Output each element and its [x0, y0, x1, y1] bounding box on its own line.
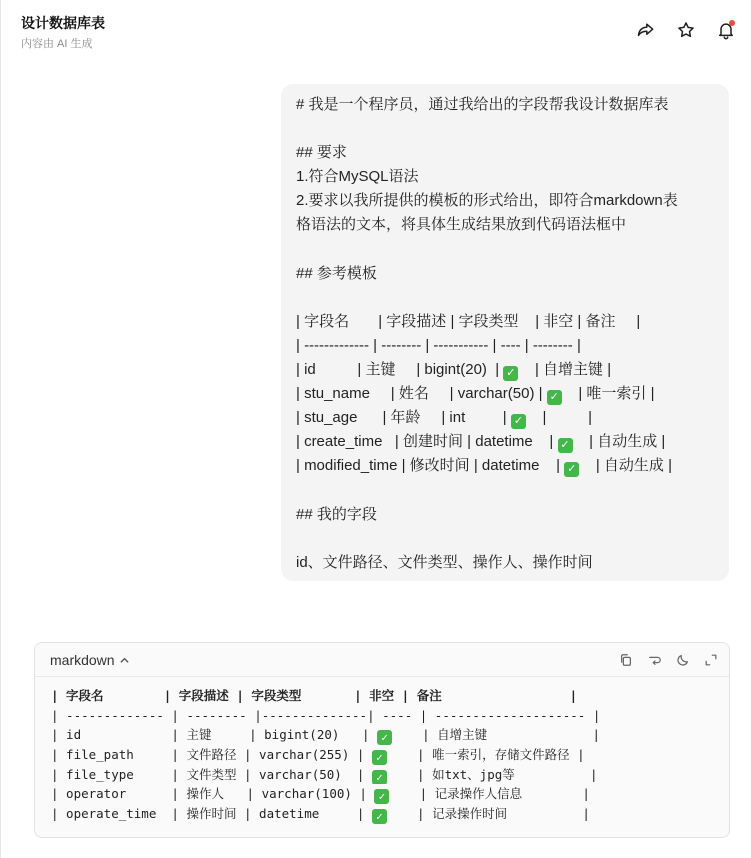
- wrap-icon: [648, 653, 662, 667]
- expand-button[interactable]: [703, 652, 719, 668]
- check-mark-icon: ✓: [503, 366, 518, 381]
- message-line: ## 参考模板: [296, 264, 377, 282]
- check-mark-icon: ✓: [374, 789, 389, 804]
- user-message-bubble: [281, 84, 729, 581]
- message-line: | modified_time | 修改时间 | datetime | ✓ | 自动生成 |: [296, 457, 672, 476]
- left-border: [0, 0, 1, 858]
- expand-icon: [704, 653, 718, 667]
- check-mark-icon: ✓: [547, 390, 562, 405]
- code-line: | operator | 操作人 | varchar(100) | ✓ | 记录操作人信息 |: [51, 786, 590, 804]
- check-mark-icon: ✓: [372, 809, 387, 824]
- code-line: | file_type | 文件类型 | varchar(50) | ✓ | 如txt、jpg等 |: [51, 766, 598, 784]
- star-icon: [676, 20, 696, 40]
- message-line: ## 要求: [296, 144, 347, 162]
- code-block: [34, 642, 730, 838]
- message-line: [296, 286, 714, 310]
- message-line: [296, 479, 714, 503]
- check-mark-icon: ✓: [558, 438, 573, 453]
- message-line: ## 我的字段: [296, 505, 377, 523]
- share-icon: [636, 20, 656, 40]
- message-line: | create_time | 创建时间 | datetime | ✓ | 自动生成 |: [296, 433, 666, 452]
- message-line: 1.符合MySQL语法: [296, 168, 419, 186]
- notification-dot: [729, 20, 735, 26]
- message-line: id、文件路径、文件类型、操作人、操作时间: [296, 553, 593, 571]
- message-line: [296, 527, 714, 551]
- message-line: [296, 238, 714, 262]
- language-toggle[interactable]: [50, 652, 130, 668]
- code-block-header: [35, 643, 729, 677]
- copy-icon: [619, 653, 633, 667]
- message-line: | id | 主键 | bigint(20) | ✓ | 自增主键 |: [296, 361, 612, 380]
- message-line: | ------------- | -------- | ----------- | ---- | -------- |: [296, 336, 581, 354]
- moon-icon: [676, 653, 690, 667]
- check-mark-icon: ✓: [511, 414, 526, 429]
- message-line: | stu_age | 年龄 | int | ✓ | |: [296, 409, 592, 428]
- chevron-up-icon: [119, 655, 130, 666]
- ai-generated-note: 内容由 AI 生成: [21, 38, 93, 50]
- check-mark-icon: ✓: [372, 750, 387, 765]
- message-line: # 我是一个程序员，通过我给出的字段帮我设计数据库表: [296, 96, 669, 113]
- message-line: | stu_name | 姓名 | varchar(50) | ✓ | 唯一索引 |: [296, 385, 655, 404]
- message-line: 2.要求以我所提供的模板的形式给出，即符合markdown表: [296, 192, 678, 210]
- check-mark-icon: ✓: [372, 770, 387, 785]
- check-mark-icon: ✓: [377, 730, 392, 745]
- chat-title: 设计数据库表: [21, 15, 105, 31]
- code-language-label: markdown: [50, 652, 115, 668]
- wrap-button[interactable]: [647, 652, 663, 668]
- favorite-button[interactable]: [675, 19, 697, 41]
- theme-button[interactable]: [675, 652, 691, 668]
- check-mark-icon: ✓: [564, 462, 579, 477]
- notification-button[interactable]: [715, 19, 737, 41]
- message-line: | 字段名 | 字段描述 | 字段类型 | 非空 | 备注 |: [296, 312, 641, 330]
- copy-button[interactable]: [618, 652, 634, 668]
- code-line: | id | 主键 | bigint(20) | ✓ | 自增主键 |: [51, 727, 601, 745]
- code-content: [35, 677, 729, 824]
- chat-header: [0, 0, 751, 62]
- code-line: | file_path | 文件路径 | varchar(255) | ✓ | 唯一索引，存储文件路径 |: [51, 747, 585, 765]
- code-line: | operate_time | 操作时间 | datetime | ✓ | 记录操作时间 |: [51, 806, 590, 824]
- message-line: 格语法的文本，将具体生成结果放到代码语法框中: [296, 216, 627, 234]
- code-line: | 字段名 | 字段描述 | 字段类型 | 非空 | 备注 |: [51, 688, 578, 703]
- share-button[interactable]: [635, 19, 657, 41]
- code-line: | ------------- | -------- |--------------| ---- | -------------------- |: [51, 707, 601, 723]
- message-line: [296, 117, 714, 141]
